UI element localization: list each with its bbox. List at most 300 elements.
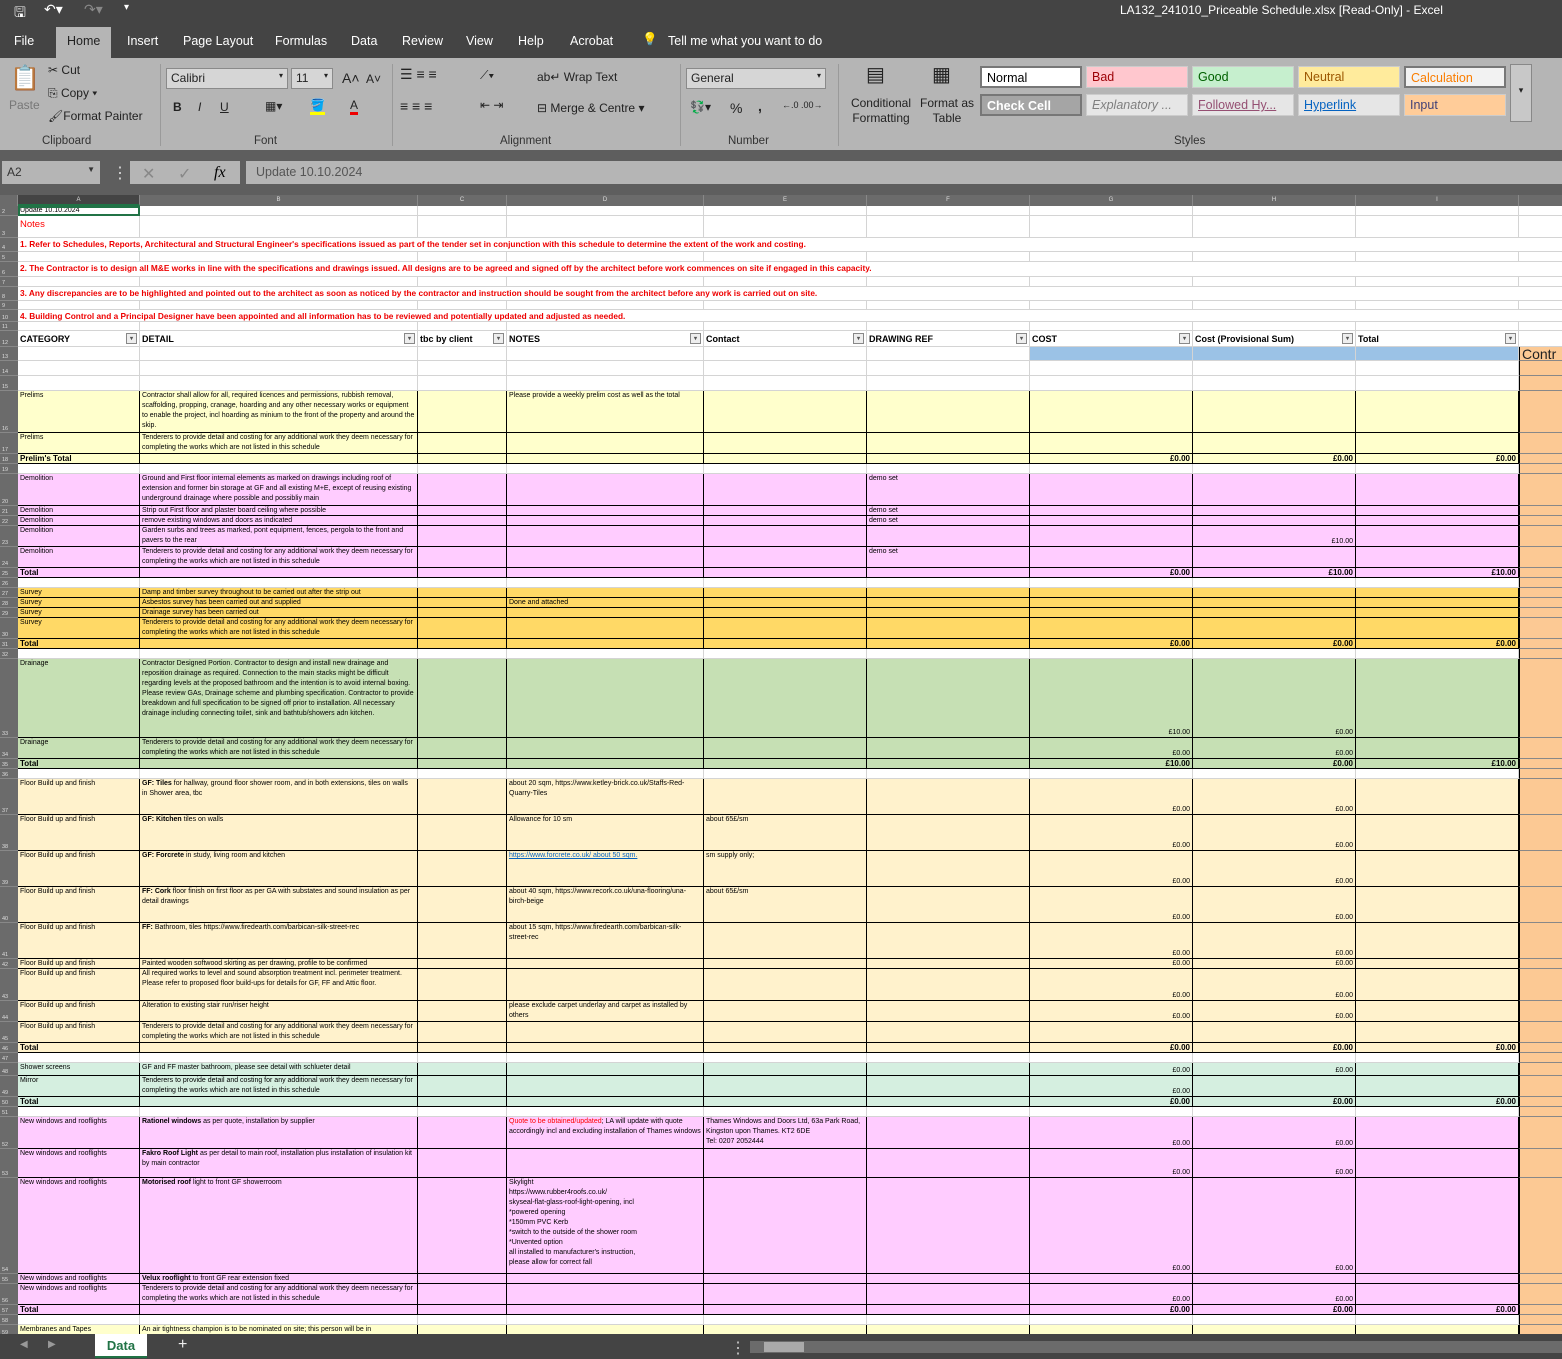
cell-h32[interactable] xyxy=(1193,649,1356,659)
cell-d54[interactable] xyxy=(507,1178,704,1274)
cell-a55[interactable] xyxy=(18,1274,140,1284)
cell-d45[interactable] xyxy=(507,1022,704,1043)
cell-f23[interactable] xyxy=(867,526,1030,547)
cell-h25[interactable] xyxy=(1193,568,1356,578)
cell-h51[interactable] xyxy=(1193,1107,1356,1117)
cell-j18[interactable] xyxy=(1519,454,1562,464)
cell-h58[interactable] xyxy=(1193,1315,1356,1325)
cell-e46[interactable] xyxy=(704,1043,867,1053)
cell-h27[interactable] xyxy=(1193,588,1356,598)
tab-insert[interactable]: Insert xyxy=(127,34,159,48)
cell-f20[interactable] xyxy=(867,474,1030,506)
decrease-font-icon[interactable]: A˅ xyxy=(366,72,382,86)
cell-j51[interactable] xyxy=(1519,1107,1562,1117)
cell-c7[interactable] xyxy=(418,277,507,287)
cell-d27[interactable] xyxy=(507,588,704,598)
cell-i26[interactable] xyxy=(1356,578,1519,588)
cell-d36[interactable] xyxy=(507,769,704,779)
cell-j13[interactable] xyxy=(1519,347,1562,361)
cell-h9[interactable] xyxy=(1193,301,1356,310)
cell-e57[interactable] xyxy=(704,1305,867,1315)
cell-g39[interactable] xyxy=(1030,851,1193,887)
cell-d19[interactable] xyxy=(507,464,704,474)
cell-b42[interactable] xyxy=(140,959,418,969)
cell-i51[interactable] xyxy=(1356,1107,1519,1117)
cell-f52[interactable] xyxy=(867,1117,1030,1149)
cell-b49[interactable] xyxy=(140,1076,418,1097)
cell-e2[interactable] xyxy=(704,206,867,216)
cell-g47[interactable] xyxy=(1030,1053,1193,1063)
cell-f13[interactable] xyxy=(867,347,1030,361)
cell-h23[interactable] xyxy=(1193,526,1356,547)
cell-d29[interactable] xyxy=(507,608,704,618)
row-header[interactable]: 24 xyxy=(0,547,18,568)
cell-b51[interactable] xyxy=(140,1107,418,1117)
cell-b18[interactable] xyxy=(140,454,418,464)
cell-i17[interactable] xyxy=(1356,433,1519,454)
cell-i5[interactable] xyxy=(1356,252,1519,262)
cell-c25[interactable] xyxy=(418,568,507,578)
cell-g53[interactable] xyxy=(1030,1149,1193,1178)
cell-b3[interactable] xyxy=(140,216,418,238)
column-header-i[interactable]: I xyxy=(1356,195,1519,206)
cell-d2[interactable] xyxy=(507,206,704,216)
cell-d52[interactable] xyxy=(507,1117,704,1149)
cell-j47[interactable] xyxy=(1519,1053,1562,1063)
cell-e30[interactable] xyxy=(704,618,867,639)
cell-e11[interactable] xyxy=(704,322,867,331)
cell-e4[interactable] xyxy=(704,238,867,252)
cell-d39[interactable] xyxy=(507,851,704,887)
cell-g25[interactable] xyxy=(1030,568,1193,578)
cell-i52[interactable] xyxy=(1356,1117,1519,1149)
cell-d8[interactable] xyxy=(507,287,704,301)
cell-e54[interactable] xyxy=(704,1178,867,1274)
cell-b32[interactable] xyxy=(140,649,418,659)
cell-g2[interactable] xyxy=(1030,206,1193,216)
cell-a28[interactable] xyxy=(18,598,140,608)
cell-i16[interactable] xyxy=(1356,391,1519,433)
tab-file[interactable]: File xyxy=(14,34,35,48)
cell-j49[interactable] xyxy=(1519,1076,1562,1097)
cell-f48[interactable] xyxy=(867,1063,1030,1076)
cell-a42[interactable] xyxy=(18,959,140,969)
cell-a34[interactable] xyxy=(18,738,140,759)
cell-f44[interactable] xyxy=(867,1001,1030,1022)
cell-f47[interactable] xyxy=(867,1053,1030,1063)
cell-b20[interactable] xyxy=(140,474,418,506)
cell-i38[interactable] xyxy=(1356,815,1519,851)
cell-j33[interactable] xyxy=(1519,659,1562,738)
cell-e29[interactable] xyxy=(704,608,867,618)
cell-style-bad[interactable]: Bad xyxy=(1086,66,1188,88)
filter-dropdown-icon[interactable]: ▾ xyxy=(1342,333,1353,344)
filter-dropdown-icon[interactable]: ▾ xyxy=(690,333,701,344)
cell-i29[interactable] xyxy=(1356,608,1519,618)
cell-g24[interactable] xyxy=(1030,547,1193,568)
cell-h17[interactable] xyxy=(1193,433,1356,454)
cell-d47[interactable] xyxy=(507,1053,704,1063)
wrap-text-button[interactable] xyxy=(537,70,617,84)
cell-c47[interactable] xyxy=(418,1053,507,1063)
cell-d4[interactable] xyxy=(507,238,704,252)
row-header[interactable]: 33 xyxy=(0,659,18,738)
cell-f45[interactable] xyxy=(867,1022,1030,1043)
cell-d6[interactable] xyxy=(507,262,704,277)
cell-c4[interactable] xyxy=(418,238,507,252)
cell-h21[interactable] xyxy=(1193,506,1356,516)
tab-view[interactable]: View xyxy=(466,34,493,48)
cell-a46[interactable] xyxy=(18,1043,140,1053)
cell-g49[interactable] xyxy=(1030,1076,1193,1097)
cell-d5[interactable] xyxy=(507,252,704,262)
cell-i41[interactable] xyxy=(1356,923,1519,959)
cell-a48[interactable] xyxy=(18,1063,140,1076)
undo-icon[interactable]: ↶▾ xyxy=(44,1,63,17)
cell-b6[interactable] xyxy=(140,262,418,277)
cell-i3[interactable] xyxy=(1356,216,1519,238)
cell-h15[interactable] xyxy=(1193,376,1356,391)
cell-g37[interactable] xyxy=(1030,779,1193,815)
cell-i57[interactable] xyxy=(1356,1305,1519,1315)
cell-h26[interactable] xyxy=(1193,578,1356,588)
cell-c53[interactable] xyxy=(418,1149,507,1178)
cell-c45[interactable] xyxy=(418,1022,507,1043)
cell-a29[interactable] xyxy=(18,608,140,618)
cell-g22[interactable] xyxy=(1030,516,1193,526)
cell-h47[interactable] xyxy=(1193,1053,1356,1063)
cell-e40[interactable] xyxy=(704,887,867,923)
cell-g16[interactable] xyxy=(1030,391,1193,433)
cell-c18[interactable] xyxy=(418,454,507,464)
cell-e16[interactable] xyxy=(704,391,867,433)
cell-c21[interactable] xyxy=(418,506,507,516)
row-header[interactable]: 50 xyxy=(0,1097,18,1107)
cell-e9[interactable] xyxy=(704,301,867,310)
cell-f27[interactable] xyxy=(867,588,1030,598)
cell-j43[interactable] xyxy=(1519,969,1562,1001)
cell-d16[interactable] xyxy=(507,391,704,433)
cell-a5[interactable] xyxy=(18,252,140,262)
row-header[interactable]: 10 xyxy=(0,310,18,322)
cell-g15[interactable] xyxy=(1030,376,1193,391)
cell-c56[interactable] xyxy=(418,1284,507,1305)
cell-e18[interactable] xyxy=(704,454,867,464)
cell-b43[interactable] xyxy=(140,969,418,1001)
row-header[interactable]: 8 xyxy=(0,287,18,301)
scroll-right-icon[interactable]: ▶ xyxy=(48,1339,56,1350)
select-all-corner[interactable] xyxy=(0,195,18,206)
cell-e51[interactable] xyxy=(704,1107,867,1117)
cell-j41[interactable] xyxy=(1519,923,1562,959)
cell-c36[interactable] xyxy=(418,769,507,779)
cell-f40[interactable] xyxy=(867,887,1030,923)
cell-f34[interactable] xyxy=(867,738,1030,759)
cell-b46[interactable] xyxy=(140,1043,418,1053)
cell-j5[interactable] xyxy=(1519,252,1562,262)
cell-a32[interactable] xyxy=(18,649,140,659)
filter-dropdown-icon[interactable]: ▾ xyxy=(493,333,504,344)
cell-e17[interactable] xyxy=(704,433,867,454)
cell-j6[interactable] xyxy=(1519,262,1562,277)
cell-h35[interactable] xyxy=(1193,759,1356,769)
cell-c50[interactable] xyxy=(418,1097,507,1107)
row-header[interactable]: 29 xyxy=(0,608,18,618)
cell-g30[interactable] xyxy=(1030,618,1193,639)
cell-h12[interactable] xyxy=(1193,331,1356,347)
cell-c26[interactable] xyxy=(418,578,507,588)
cell-a19[interactable] xyxy=(18,464,140,474)
cell-b16[interactable] xyxy=(140,391,418,433)
cell-h20[interactable] xyxy=(1193,474,1356,506)
cell-c35[interactable] xyxy=(418,759,507,769)
cell-i12[interactable] xyxy=(1356,331,1519,347)
cell-j17[interactable] xyxy=(1519,433,1562,454)
cell-i33[interactable] xyxy=(1356,659,1519,738)
cell-c52[interactable] xyxy=(418,1117,507,1149)
cell-b11[interactable] xyxy=(140,322,418,331)
cell-a23[interactable] xyxy=(18,526,140,547)
cell-j50[interactable] xyxy=(1519,1097,1562,1107)
cell-c59[interactable] xyxy=(418,1325,507,1334)
cell-b54[interactable] xyxy=(140,1178,418,1274)
cell-d48[interactable] xyxy=(507,1063,704,1076)
cell-a3[interactable] xyxy=(18,216,140,238)
row-header[interactable]: 16 xyxy=(0,391,18,433)
column-header-f[interactable]: F xyxy=(867,195,1030,206)
cell-d35[interactable] xyxy=(507,759,704,769)
comma-button[interactable]: , xyxy=(758,98,762,114)
styles-more-icon[interactable]: ▾ xyxy=(1510,64,1532,122)
cell-h19[interactable] xyxy=(1193,464,1356,474)
cell-h33[interactable] xyxy=(1193,659,1356,738)
cell-f6[interactable] xyxy=(867,262,1030,277)
cell-i7[interactable] xyxy=(1356,277,1519,287)
cell-h49[interactable] xyxy=(1193,1076,1356,1097)
cell-c46[interactable] xyxy=(418,1043,507,1053)
cell-d23[interactable] xyxy=(507,526,704,547)
conditional-formatting-icon[interactable]: ▤ xyxy=(866,64,885,86)
cell-j9[interactable] xyxy=(1519,301,1562,310)
cell-c23[interactable] xyxy=(418,526,507,547)
cell-g51[interactable] xyxy=(1030,1107,1193,1117)
row-header[interactable]: 44 xyxy=(0,1001,18,1022)
cell-b21[interactable] xyxy=(140,506,418,516)
cell-i42[interactable] xyxy=(1356,959,1519,969)
cell-f11[interactable] xyxy=(867,322,1030,331)
fill-color-icon[interactable]: 🪣 xyxy=(310,98,325,115)
row-header[interactable]: 58 xyxy=(0,1315,18,1325)
cell-j21[interactable] xyxy=(1519,506,1562,516)
cell-j42[interactable] xyxy=(1519,959,1562,969)
cell-a24[interactable] xyxy=(18,547,140,568)
cell-j54[interactable] xyxy=(1519,1178,1562,1274)
row-header[interactable]: 48 xyxy=(0,1063,18,1076)
row-header[interactable]: 3 xyxy=(0,216,18,238)
cell-c27[interactable] xyxy=(418,588,507,598)
paste-icon[interactable]: 📋 xyxy=(10,65,40,92)
cell-f9[interactable] xyxy=(867,301,1030,310)
cell-g57[interactable] xyxy=(1030,1305,1193,1315)
cell-h53[interactable] xyxy=(1193,1149,1356,1178)
cell-c39[interactable] xyxy=(418,851,507,887)
enter-icon[interactable]: ✓ xyxy=(178,166,192,183)
tab-data[interactable]: Data xyxy=(351,34,378,48)
row-header[interactable]: 45 xyxy=(0,1022,18,1043)
cell-h54[interactable] xyxy=(1193,1178,1356,1274)
cell-d28[interactable] xyxy=(507,598,704,608)
cell-e12[interactable] xyxy=(704,331,867,347)
cell-f39[interactable] xyxy=(867,851,1030,887)
cell-h43[interactable] xyxy=(1193,969,1356,1001)
cell-j14[interactable] xyxy=(1519,361,1562,376)
cell-a36[interactable] xyxy=(18,769,140,779)
cell-f8[interactable] xyxy=(867,287,1030,301)
cell-g55[interactable] xyxy=(1030,1274,1193,1284)
cell-g43[interactable] xyxy=(1030,969,1193,1001)
cell-h39[interactable] xyxy=(1193,851,1356,887)
tab-page-layout[interactable]: Page Layout xyxy=(183,34,254,48)
cell-e6[interactable] xyxy=(704,262,867,277)
row-header[interactable]: 17 xyxy=(0,433,18,454)
cell-b44[interactable] xyxy=(140,1001,418,1022)
cell-a22[interactable] xyxy=(18,516,140,526)
cell-d11[interactable] xyxy=(507,322,704,331)
row-header[interactable]: 26 xyxy=(0,578,18,588)
cell-h31[interactable] xyxy=(1193,639,1356,649)
cell-g44[interactable] xyxy=(1030,1001,1193,1022)
cell-f17[interactable] xyxy=(867,433,1030,454)
cell-b27[interactable] xyxy=(140,588,418,598)
cell-f25[interactable] xyxy=(867,568,1030,578)
cell-j38[interactable] xyxy=(1519,815,1562,851)
cell-g23[interactable] xyxy=(1030,526,1193,547)
cell-h5[interactable] xyxy=(1193,252,1356,262)
cell-i59[interactable] xyxy=(1356,1325,1519,1334)
cell-link[interactable]: https://www.forcrete.co.uk/ about 50 sqm. xyxy=(509,852,638,859)
cell-i4[interactable] xyxy=(1356,238,1519,252)
cell-j36[interactable] xyxy=(1519,769,1562,779)
cell-b22[interactable] xyxy=(140,516,418,526)
cell-h13[interactable] xyxy=(1193,347,1356,361)
scrollbar-thumb[interactable] xyxy=(764,1342,804,1352)
cell-i48[interactable] xyxy=(1356,1063,1519,1076)
cell-h16[interactable] xyxy=(1193,391,1356,433)
cell-c58[interactable] xyxy=(418,1315,507,1325)
cell-e50[interactable] xyxy=(704,1097,867,1107)
cell-f54[interactable] xyxy=(867,1178,1030,1274)
cell-h29[interactable] xyxy=(1193,608,1356,618)
cell-a49[interactable] xyxy=(18,1076,140,1097)
cell-f56[interactable] xyxy=(867,1284,1030,1305)
cell-b57[interactable] xyxy=(140,1305,418,1315)
cell-c31[interactable] xyxy=(418,639,507,649)
cell-c10[interactable] xyxy=(418,310,507,322)
cell-c43[interactable] xyxy=(418,969,507,1001)
cell-f2[interactable] xyxy=(867,206,1030,216)
cell-j19[interactable] xyxy=(1519,464,1562,474)
cell-j57[interactable] xyxy=(1519,1305,1562,1315)
cell-i24[interactable] xyxy=(1356,547,1519,568)
cell-f59[interactable] xyxy=(867,1325,1030,1334)
row-header[interactable]: 37 xyxy=(0,779,18,815)
cell-f28[interactable] xyxy=(867,598,1030,608)
row-header[interactable]: 31 xyxy=(0,639,18,649)
cell-g58[interactable] xyxy=(1030,1315,1193,1325)
cell-i34[interactable] xyxy=(1356,738,1519,759)
cell-g4[interactable] xyxy=(1030,238,1193,252)
cell-b19[interactable] xyxy=(140,464,418,474)
cell-e44[interactable] xyxy=(704,1001,867,1022)
cell-a58[interactable] xyxy=(18,1315,140,1325)
cell-a30[interactable] xyxy=(18,618,140,639)
cell-d34[interactable] xyxy=(507,738,704,759)
cell-c24[interactable] xyxy=(418,547,507,568)
cell-d51[interactable] xyxy=(507,1107,704,1117)
cell-a54[interactable] xyxy=(18,1178,140,1274)
cell-c42[interactable] xyxy=(418,959,507,969)
cell-g21[interactable] xyxy=(1030,506,1193,516)
cell-i8[interactable] xyxy=(1356,287,1519,301)
cell-e21[interactable] xyxy=(704,506,867,516)
cell-j44[interactable] xyxy=(1519,1001,1562,1022)
cell-a38[interactable] xyxy=(18,815,140,851)
cell-a37[interactable] xyxy=(18,779,140,815)
cell-h14[interactable] xyxy=(1193,361,1356,376)
cell-f53[interactable] xyxy=(867,1149,1030,1178)
cell-d49[interactable] xyxy=(507,1076,704,1097)
cell-i44[interactable] xyxy=(1356,1001,1519,1022)
filter-dropdown-icon[interactable]: ▾ xyxy=(1179,333,1190,344)
cell-h46[interactable] xyxy=(1193,1043,1356,1053)
cell-i2[interactable] xyxy=(1356,206,1519,216)
number-format-select[interactable]: General ▾ xyxy=(686,68,826,89)
cell-style-input[interactable]: Input xyxy=(1404,94,1506,116)
cell-e25[interactable] xyxy=(704,568,867,578)
cell-d30[interactable] xyxy=(507,618,704,639)
orientation-icon[interactable]: ⟋▾ xyxy=(480,68,495,82)
cell-e38[interactable] xyxy=(704,815,867,851)
cell-h38[interactable] xyxy=(1193,815,1356,851)
cell-f33[interactable] xyxy=(867,659,1030,738)
percent-button[interactable]: % xyxy=(730,100,743,116)
cell-g8[interactable] xyxy=(1030,287,1193,301)
cell-g14[interactable] xyxy=(1030,361,1193,376)
cell-d7[interactable] xyxy=(507,277,704,287)
cell-j2[interactable] xyxy=(1519,206,1562,216)
add-sheet-button[interactable]: + xyxy=(178,1336,188,1353)
cell-f46[interactable] xyxy=(867,1043,1030,1053)
cell-c3[interactable] xyxy=(418,216,507,238)
cell-h30[interactable] xyxy=(1193,618,1356,639)
cell-i56[interactable] xyxy=(1356,1284,1519,1305)
cell-i25[interactable] xyxy=(1356,568,1519,578)
cell-i53[interactable] xyxy=(1356,1149,1519,1178)
cell-j7[interactable] xyxy=(1519,277,1562,287)
cell-g33[interactable] xyxy=(1030,659,1193,738)
cell-f21[interactable] xyxy=(867,506,1030,516)
cell-b28[interactable] xyxy=(140,598,418,608)
cell-e14[interactable] xyxy=(704,361,867,376)
cell-d24[interactable] xyxy=(507,547,704,568)
cell-b24[interactable] xyxy=(140,547,418,568)
cell-b38[interactable] xyxy=(140,815,418,851)
cell-c22[interactable] xyxy=(418,516,507,526)
cell-b35[interactable] xyxy=(140,759,418,769)
cell-c49[interactable] xyxy=(418,1076,507,1097)
name-box[interactable]: A2 ▼ xyxy=(2,161,100,184)
row-header[interactable]: 30 xyxy=(0,618,18,639)
